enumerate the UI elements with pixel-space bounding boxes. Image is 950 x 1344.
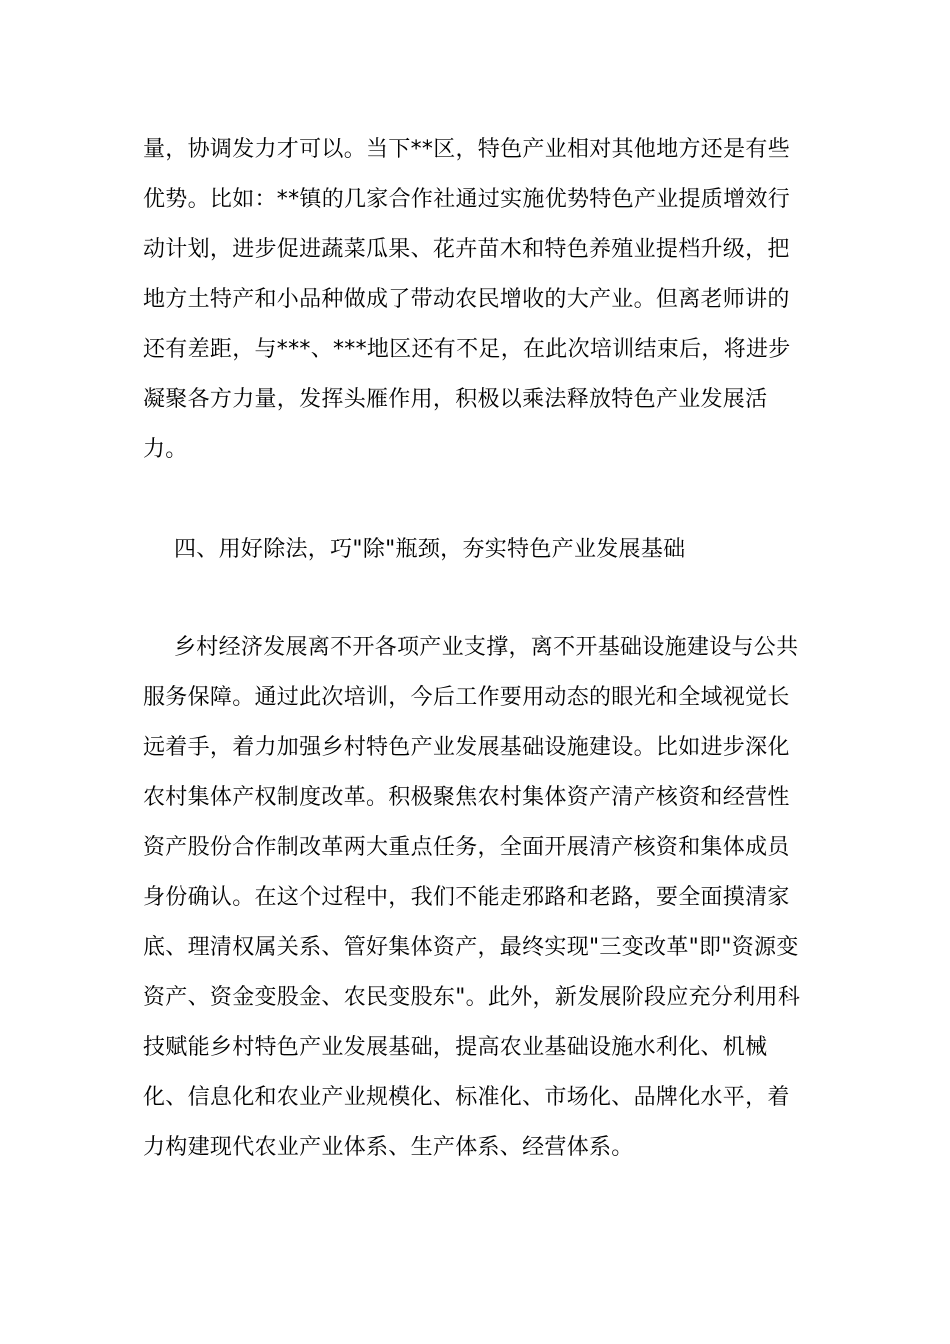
paragraph-line: 乡村经济发展离不开各项产业支撑，离不开基础设施建设与公共 <box>174 635 799 660</box>
paragraph-line: 优势。比如：**镇的几家合作社通过实施优势特色产业提质增效行 <box>143 187 791 212</box>
paragraph-line: 还有差距，与***、***地区还有不足，在此次培训结束后，将进步 <box>143 337 791 362</box>
paragraph-line: 农村集体产权制度改革。积极聚焦农村集体资产清产核资和经营性 <box>143 785 790 810</box>
paragraph-line: 底、理清权属关系、管好集体资产，最终实现"三变改革"即"资源变 <box>143 935 799 960</box>
section-heading: 四、用好除法，巧"除"瓶颈，夯实特色产业发展基础 <box>174 537 686 562</box>
paragraph-line: 地方土特产和小品种做成了带动农民增收的大产业。但离老师讲的 <box>143 287 790 312</box>
paragraph-line: 资产、资金变股金、农民变股东"。此外，新发展阶段应充分利用科 <box>143 985 801 1010</box>
paragraph-line: 动计划，进步促进蔬菜瓜果、花卉苗木和特色养殖业提档升级，把 <box>143 237 790 262</box>
paragraph-line: 服务保障。通过此次培训，今后工作要用动态的眼光和全域视觉长 <box>143 685 790 710</box>
paragraph-line: 技赋能乡村特色产业发展基础，提高农业基础设施水利化、机械 <box>143 1035 768 1060</box>
paragraph-line: 凝聚各方力量，发挥头雁作用，积极以乘法释放特色产业发展活 <box>143 387 768 412</box>
paragraph-line: 远着手，着力加强乡村特色产业发展基础设施建设。比如进步深化 <box>143 735 790 760</box>
paragraph-line: 力。 <box>143 437 188 462</box>
paragraph-line: 量，协调发力才可以。当下**区，特色产业相对其他地方还是有些 <box>143 137 791 162</box>
paragraph-line: 化、信息化和农业产业规模化、标准化、市场化、品牌化水平，着 <box>143 1085 790 1110</box>
paragraph-line: 身份确认。在这个过程中，我们不能走邪路和老路，要全面摸清家 <box>143 885 790 910</box>
paragraph-line: 力构建现代农业产业体系、生产体系、经营体系。 <box>143 1135 634 1160</box>
paragraph-line: 资产股份合作制改革两大重点任务，全面开展清产核资和集体成员 <box>143 835 790 860</box>
